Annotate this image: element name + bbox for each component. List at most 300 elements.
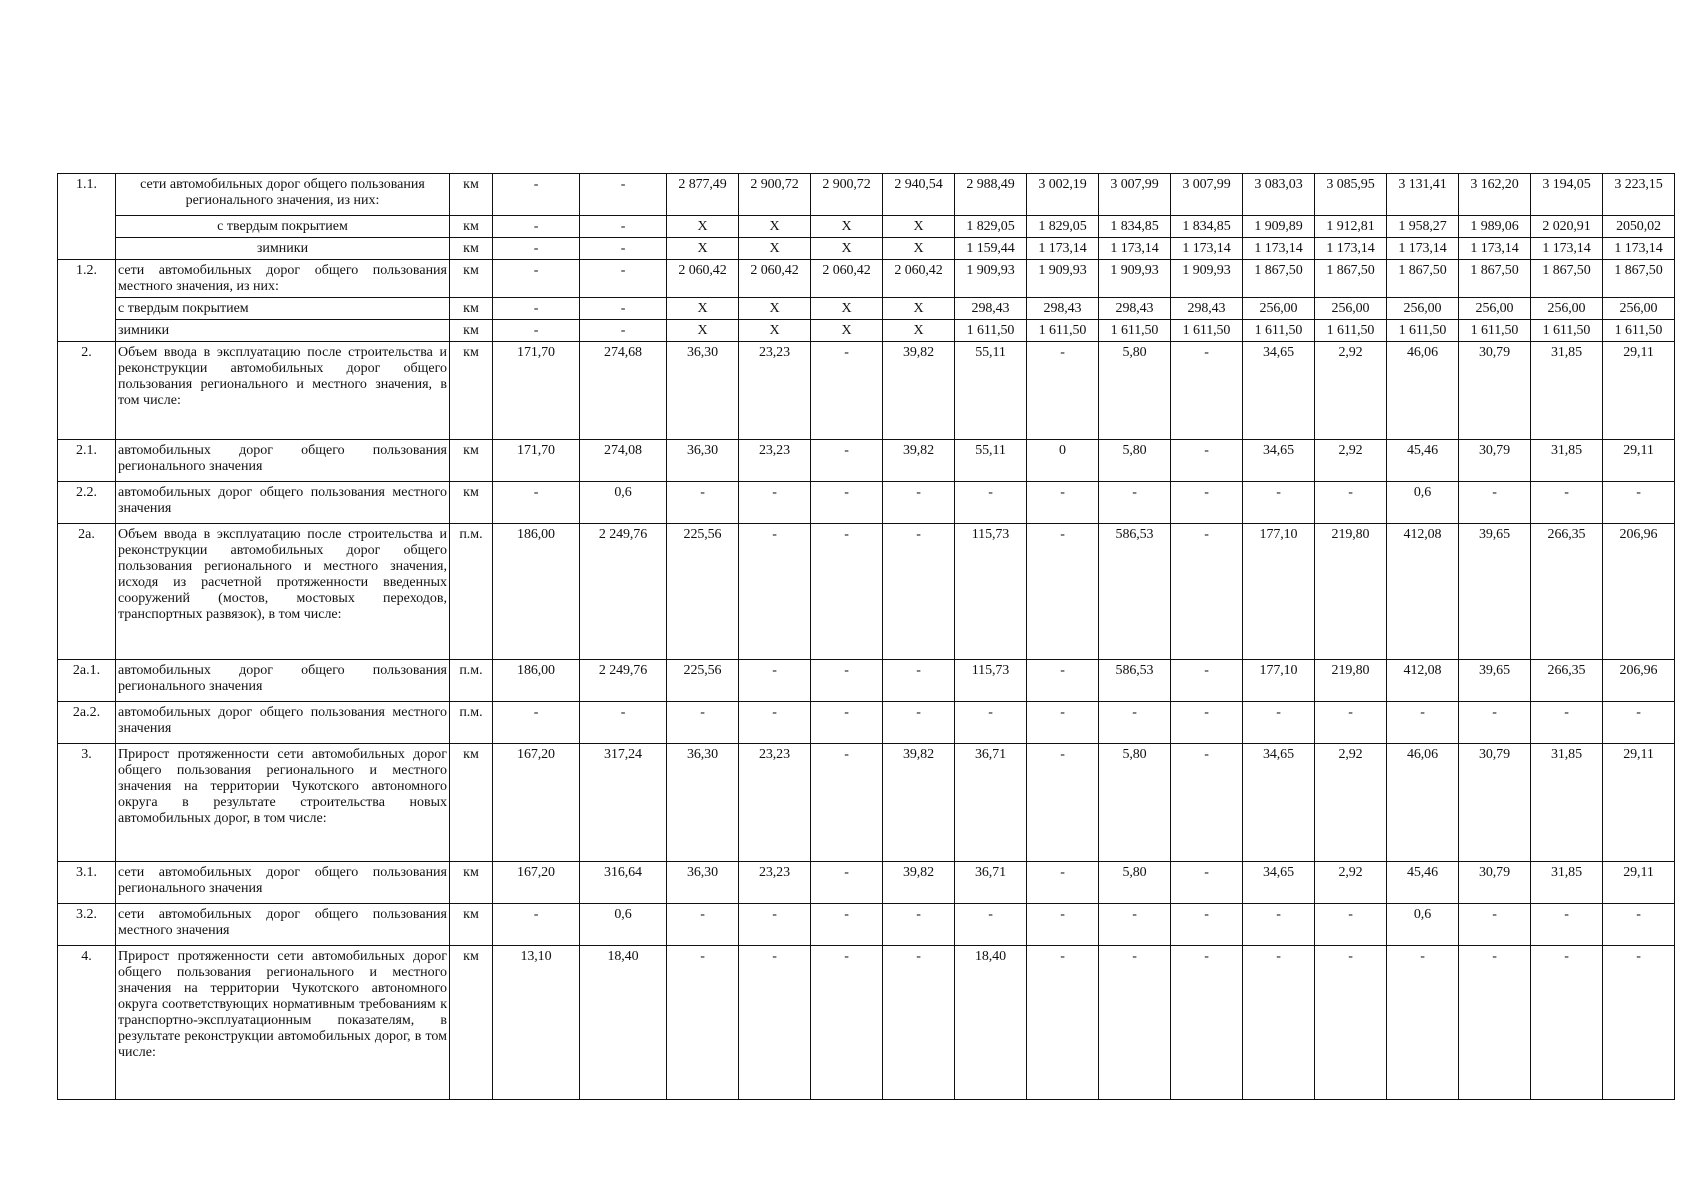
- value-cell: 219,80: [1315, 660, 1387, 702]
- value-cell: 1 909,93: [1171, 260, 1243, 298]
- value-cell: -: [739, 946, 811, 1100]
- value-cell: X: [883, 298, 955, 320]
- row-unit-cell: км: [450, 482, 493, 524]
- row-description-cell: автомобильных дорог общего пользования местного значения: [116, 482, 450, 524]
- row-number-cell: 2а.1.: [58, 660, 116, 702]
- value-cell: -: [1171, 862, 1243, 904]
- value-cell: 1 909,93: [1027, 260, 1099, 298]
- row-number-cell: 2а.2.: [58, 702, 116, 744]
- value-cell: -: [1099, 482, 1171, 524]
- value-cell: 256,00: [1243, 298, 1315, 320]
- value-cell: 5,80: [1099, 744, 1171, 862]
- value-cell: 3 085,95: [1315, 174, 1387, 216]
- value-cell: 3 002,19: [1027, 174, 1099, 216]
- value-cell: 2 940,54: [883, 174, 955, 216]
- value-cell: 36,30: [667, 744, 739, 862]
- value-cell: 1 611,50: [1531, 320, 1603, 342]
- value-cell: 29,11: [1603, 862, 1675, 904]
- value-cell: 55,11: [955, 440, 1027, 482]
- value-cell: -: [955, 482, 1027, 524]
- value-cell: 317,24: [580, 744, 667, 862]
- value-cell: 30,79: [1459, 440, 1531, 482]
- value-cell: 1 867,50: [1531, 260, 1603, 298]
- row-description-cell: автомобильных дорог общего пользования регионального значения: [116, 660, 450, 702]
- value-cell: 1 173,14: [1243, 238, 1315, 260]
- value-cell: X: [667, 320, 739, 342]
- value-cell: 186,00: [493, 660, 580, 702]
- value-cell: 23,23: [739, 342, 811, 440]
- value-cell: 167,20: [493, 744, 580, 862]
- value-cell: 34,65: [1243, 342, 1315, 440]
- value-cell: -: [883, 482, 955, 524]
- value-cell: X: [811, 298, 883, 320]
- value-cell: 1 611,50: [1603, 320, 1675, 342]
- value-cell: 39,82: [883, 862, 955, 904]
- value-cell: 1 867,50: [1315, 260, 1387, 298]
- row-number-cell: 2.2.: [58, 482, 116, 524]
- row-unit-cell: км: [450, 238, 493, 260]
- value-cell: -: [580, 238, 667, 260]
- value-cell: -: [493, 320, 580, 342]
- value-cell: -: [1027, 342, 1099, 440]
- value-cell: 46,06: [1387, 342, 1459, 440]
- value-cell: X: [883, 238, 955, 260]
- value-cell: 34,65: [1243, 440, 1315, 482]
- table-row: [58, 320, 1675, 342]
- value-cell: -: [493, 238, 580, 260]
- value-cell: 171,70: [493, 440, 580, 482]
- value-cell: X: [667, 216, 739, 238]
- value-cell: 45,46: [1387, 440, 1459, 482]
- value-cell: 2 900,72: [811, 174, 883, 216]
- row-unit-cell: км: [450, 862, 493, 904]
- value-cell: -: [811, 342, 883, 440]
- value-cell: X: [667, 238, 739, 260]
- value-cell: 1 912,81: [1315, 216, 1387, 238]
- value-cell: 30,79: [1459, 862, 1531, 904]
- value-cell: -: [811, 904, 883, 946]
- value-cell: -: [1603, 904, 1675, 946]
- value-cell: 1 829,05: [1027, 216, 1099, 238]
- value-cell: -: [667, 482, 739, 524]
- value-cell: 2 249,76: [580, 524, 667, 660]
- row-unit-cell: км: [450, 744, 493, 862]
- value-cell: 0,6: [1387, 904, 1459, 946]
- value-cell: 36,71: [955, 744, 1027, 862]
- value-cell: -: [1171, 342, 1243, 440]
- value-cell: 225,56: [667, 660, 739, 702]
- value-cell: 2 249,76: [580, 660, 667, 702]
- value-cell: X: [883, 216, 955, 238]
- value-cell: -: [1027, 862, 1099, 904]
- value-cell: 36,71: [955, 862, 1027, 904]
- value-cell: -: [1315, 482, 1387, 524]
- value-cell: 3 162,20: [1459, 174, 1531, 216]
- value-cell: 29,11: [1603, 744, 1675, 862]
- value-cell: 167,20: [493, 862, 580, 904]
- value-cell: 298,43: [1099, 298, 1171, 320]
- value-cell: 219,80: [1315, 524, 1387, 660]
- value-cell: 1 867,50: [1459, 260, 1531, 298]
- value-cell: 39,65: [1459, 524, 1531, 660]
- value-cell: 39,82: [883, 440, 955, 482]
- value-cell: -: [739, 482, 811, 524]
- value-cell: 1 159,44: [955, 238, 1027, 260]
- value-cell: 34,65: [1243, 744, 1315, 862]
- value-cell: -: [1531, 702, 1603, 744]
- value-cell: -: [1099, 904, 1171, 946]
- value-cell: 29,11: [1603, 440, 1675, 482]
- value-cell: 298,43: [1171, 298, 1243, 320]
- value-cell: 1 989,06: [1459, 216, 1531, 238]
- row-number-cell: 2.: [58, 342, 116, 440]
- value-cell: 2,92: [1315, 342, 1387, 440]
- value-cell: -: [1603, 946, 1675, 1100]
- value-cell: 2 060,42: [667, 260, 739, 298]
- row-description-cell: сети автомобильных дорог общего пользования местного значения: [116, 904, 450, 946]
- value-cell: X: [739, 320, 811, 342]
- value-cell: 412,08: [1387, 660, 1459, 702]
- value-cell: 1 909,93: [955, 260, 1027, 298]
- value-cell: 45,46: [1387, 862, 1459, 904]
- value-cell: 55,11: [955, 342, 1027, 440]
- row-description-cell: сети автомобильных дорог общего пользования регионального значения: [116, 862, 450, 904]
- value-cell: X: [739, 238, 811, 260]
- value-cell: -: [493, 482, 580, 524]
- row-unit-cell: км: [450, 342, 493, 440]
- value-cell: 36,30: [667, 862, 739, 904]
- value-cell: 2050,02: [1603, 216, 1675, 238]
- value-cell: 31,85: [1531, 744, 1603, 862]
- value-cell: 1 173,14: [1531, 238, 1603, 260]
- row-description-cell: зимники: [116, 238, 450, 260]
- value-cell: 39,82: [883, 342, 955, 440]
- value-cell: -: [1171, 660, 1243, 702]
- value-cell: -: [1315, 904, 1387, 946]
- value-cell: 115,73: [955, 660, 1027, 702]
- table-row: [58, 744, 1675, 862]
- value-cell: -: [493, 702, 580, 744]
- value-cell: 586,53: [1099, 524, 1171, 660]
- value-cell: -: [883, 702, 955, 744]
- value-cell: 5,80: [1099, 440, 1171, 482]
- value-cell: X: [739, 216, 811, 238]
- value-cell: 1 611,50: [1459, 320, 1531, 342]
- value-cell: -: [580, 174, 667, 216]
- value-cell: 256,00: [1459, 298, 1531, 320]
- value-cell: 1 173,14: [1027, 238, 1099, 260]
- value-cell: 39,82: [883, 744, 955, 862]
- value-cell: 13,10: [493, 946, 580, 1100]
- row-description-cell: сети автомобильных дорог общего пользования местного значения, из них:: [116, 260, 450, 298]
- value-cell: -: [883, 904, 955, 946]
- value-cell: -: [811, 440, 883, 482]
- table-row: [58, 260, 1675, 298]
- value-cell: 256,00: [1531, 298, 1603, 320]
- value-cell: -: [739, 904, 811, 946]
- value-cell: -: [667, 702, 739, 744]
- value-cell: 2 060,42: [811, 260, 883, 298]
- value-cell: -: [1171, 904, 1243, 946]
- value-cell: -: [1603, 702, 1675, 744]
- value-cell: -: [1171, 524, 1243, 660]
- value-cell: 23,23: [739, 862, 811, 904]
- row-description-cell: Объем ввода в эксплуатацию после строительства и реконструкции автомобильных дорог общего пользования регионального и местного значения, исходя из расчетной протяженности введенных сооружений (мостов, мостовых переходов, транспортных развязок), в том числе:: [116, 524, 450, 660]
- value-cell: 3 131,41: [1387, 174, 1459, 216]
- value-cell: -: [883, 524, 955, 660]
- value-cell: -: [883, 660, 955, 702]
- value-cell: 1 867,50: [1387, 260, 1459, 298]
- value-cell: 256,00: [1387, 298, 1459, 320]
- value-cell: -: [1603, 482, 1675, 524]
- value-cell: 256,00: [1603, 298, 1675, 320]
- value-cell: 2 060,42: [739, 260, 811, 298]
- value-cell: 31,85: [1531, 862, 1603, 904]
- value-cell: -: [1243, 482, 1315, 524]
- value-cell: 2,92: [1315, 862, 1387, 904]
- value-cell: -: [1387, 946, 1459, 1100]
- value-cell: -: [1027, 660, 1099, 702]
- value-cell: -: [811, 482, 883, 524]
- value-cell: -: [1027, 482, 1099, 524]
- value-cell: 2,92: [1315, 440, 1387, 482]
- value-cell: 1 173,14: [1387, 238, 1459, 260]
- value-cell: 1 958,27: [1387, 216, 1459, 238]
- table-row: [58, 524, 1675, 660]
- value-cell: -: [811, 744, 883, 862]
- value-cell: -: [811, 660, 883, 702]
- value-cell: -: [1243, 946, 1315, 1100]
- value-cell: 177,10: [1243, 660, 1315, 702]
- value-cell: 1 867,50: [1243, 260, 1315, 298]
- value-cell: 0: [1027, 440, 1099, 482]
- table-row: [58, 216, 1675, 238]
- value-cell: 1 173,14: [1603, 238, 1675, 260]
- value-cell: -: [1027, 744, 1099, 862]
- value-cell: -: [1027, 904, 1099, 946]
- value-cell: 39,65: [1459, 660, 1531, 702]
- value-cell: 31,85: [1531, 440, 1603, 482]
- value-cell: -: [1099, 946, 1171, 1100]
- value-cell: 2,92: [1315, 744, 1387, 862]
- value-cell: 30,79: [1459, 744, 1531, 862]
- indicator-table: [57, 173, 1675, 1100]
- value-cell: 3 007,99: [1171, 174, 1243, 216]
- table-row: [58, 862, 1675, 904]
- row-description-cell: сети автомобильных дорог общего пользования регионального значения, из них:: [116, 174, 450, 216]
- value-cell: -: [580, 298, 667, 320]
- value-cell: 1 173,14: [1171, 238, 1243, 260]
- value-cell: 115,73: [955, 524, 1027, 660]
- value-cell: -: [1315, 946, 1387, 1100]
- value-cell: -: [580, 702, 667, 744]
- value-cell: -: [811, 524, 883, 660]
- value-cell: 2 020,91: [1531, 216, 1603, 238]
- value-cell: -: [1171, 482, 1243, 524]
- value-cell: 1 173,14: [1099, 238, 1171, 260]
- value-cell: 298,43: [955, 298, 1027, 320]
- value-cell: 0,6: [580, 482, 667, 524]
- table-body: [58, 174, 1675, 1100]
- table-row: [58, 904, 1675, 946]
- row-description-cell: зимники: [116, 320, 450, 342]
- value-cell: 36,30: [667, 342, 739, 440]
- row-unit-cell: км: [450, 904, 493, 946]
- value-cell: 2 060,42: [883, 260, 955, 298]
- value-cell: 3 223,15: [1603, 174, 1675, 216]
- value-cell: -: [739, 524, 811, 660]
- value-cell: -: [1387, 702, 1459, 744]
- row-unit-cell: км: [450, 298, 493, 320]
- value-cell: -: [1099, 702, 1171, 744]
- value-cell: X: [811, 238, 883, 260]
- value-cell: -: [1243, 904, 1315, 946]
- value-cell: -: [955, 702, 1027, 744]
- value-cell: 3 194,05: [1531, 174, 1603, 216]
- row-unit-cell: км: [450, 320, 493, 342]
- row-number-cell: 3.1.: [58, 862, 116, 904]
- value-cell: 2 988,49: [955, 174, 1027, 216]
- value-cell: -: [1459, 482, 1531, 524]
- value-cell: 3 007,99: [1099, 174, 1171, 216]
- row-unit-cell: п.м.: [450, 524, 493, 660]
- value-cell: X: [811, 216, 883, 238]
- value-cell: -: [1027, 946, 1099, 1100]
- value-cell: -: [1531, 946, 1603, 1100]
- value-cell: -: [493, 298, 580, 320]
- value-cell: 1 173,14: [1459, 238, 1531, 260]
- value-cell: 298,43: [1027, 298, 1099, 320]
- value-cell: 1 173,14: [1315, 238, 1387, 260]
- value-cell: -: [580, 260, 667, 298]
- row-unit-cell: км: [450, 440, 493, 482]
- value-cell: -: [667, 904, 739, 946]
- value-cell: 2 877,49: [667, 174, 739, 216]
- value-cell: -: [493, 216, 580, 238]
- value-cell: -: [1531, 904, 1603, 946]
- row-description-cell: автомобильных дорог общего пользования местного значения: [116, 702, 450, 744]
- value-cell: -: [493, 904, 580, 946]
- row-unit-cell: км: [450, 174, 493, 216]
- value-cell: 1 829,05: [955, 216, 1027, 238]
- value-cell: 0,6: [580, 904, 667, 946]
- value-cell: 1 834,85: [1171, 216, 1243, 238]
- value-cell: -: [493, 260, 580, 298]
- value-cell: -: [1243, 702, 1315, 744]
- value-cell: -: [1171, 946, 1243, 1100]
- value-cell: 1 611,50: [1387, 320, 1459, 342]
- value-cell: 46,06: [1387, 744, 1459, 862]
- value-cell: -: [580, 216, 667, 238]
- row-description-cell: с твердым покрытием: [116, 216, 450, 238]
- value-cell: -: [883, 946, 955, 1100]
- value-cell: -: [1459, 904, 1531, 946]
- value-cell: 225,56: [667, 524, 739, 660]
- value-cell: 274,68: [580, 342, 667, 440]
- value-cell: 5,80: [1099, 862, 1171, 904]
- row-description-cell: автомобильных дорог общего пользования регионального значения: [116, 440, 450, 482]
- value-cell: -: [811, 946, 883, 1100]
- table-row: [58, 482, 1675, 524]
- value-cell: -: [811, 702, 883, 744]
- row-unit-cell: км: [450, 216, 493, 238]
- table-row: [58, 660, 1675, 702]
- value-cell: 18,40: [955, 946, 1027, 1100]
- value-cell: 18,40: [580, 946, 667, 1100]
- row-number-cell: 1.1.: [58, 174, 116, 260]
- value-cell: -: [1171, 440, 1243, 482]
- value-cell: -: [580, 320, 667, 342]
- value-cell: -: [1171, 702, 1243, 744]
- value-cell: 23,23: [739, 440, 811, 482]
- value-cell: 266,35: [1531, 660, 1603, 702]
- value-cell: 1 611,50: [1099, 320, 1171, 342]
- value-cell: 29,11: [1603, 342, 1675, 440]
- value-cell: 266,35: [1531, 524, 1603, 660]
- value-cell: X: [667, 298, 739, 320]
- value-cell: 1 611,50: [1243, 320, 1315, 342]
- value-cell: 1 611,50: [1171, 320, 1243, 342]
- row-description-cell: Прирост протяженности сети автомобильных дорог общего пользования регионального и местного значения на территории Чукотского автономного округа соответствующих нормативным требованиям к транспортно-эксплуатационным показателям, в результате реконструкции автомобильных дорог, в том числе:: [116, 946, 450, 1100]
- value-cell: X: [811, 320, 883, 342]
- value-cell: 186,00: [493, 524, 580, 660]
- table-row: [58, 440, 1675, 482]
- value-cell: -: [493, 174, 580, 216]
- value-cell: 3 083,03: [1243, 174, 1315, 216]
- value-cell: -: [739, 702, 811, 744]
- value-cell: 0,6: [1387, 482, 1459, 524]
- value-cell: X: [883, 320, 955, 342]
- table-row: [58, 174, 1675, 216]
- table-row: [58, 238, 1675, 260]
- row-description-cell: Объем ввода в эксплуатацию после строительства и реконструкции автомобильных дорог общего пользования регионального и местного значения, в том числе:: [116, 342, 450, 440]
- row-number-cell: 3.: [58, 744, 116, 862]
- value-cell: 1 867,50: [1603, 260, 1675, 298]
- row-number-cell: 2а.: [58, 524, 116, 660]
- value-cell: -: [1027, 524, 1099, 660]
- value-cell: 1 834,85: [1099, 216, 1171, 238]
- value-cell: -: [1459, 702, 1531, 744]
- row-unit-cell: п.м.: [450, 660, 493, 702]
- value-cell: -: [955, 904, 1027, 946]
- value-cell: 5,80: [1099, 342, 1171, 440]
- value-cell: 274,08: [580, 440, 667, 482]
- value-cell: 1 611,50: [1315, 320, 1387, 342]
- table-row: [58, 342, 1675, 440]
- row-number-cell: 3.2.: [58, 904, 116, 946]
- value-cell: 1 611,50: [1027, 320, 1099, 342]
- value-cell: 316,64: [580, 862, 667, 904]
- value-cell: -: [667, 946, 739, 1100]
- value-cell: 30,79: [1459, 342, 1531, 440]
- value-cell: 206,96: [1603, 660, 1675, 702]
- value-cell: 177,10: [1243, 524, 1315, 660]
- value-cell: -: [1459, 946, 1531, 1100]
- value-cell: X: [739, 298, 811, 320]
- table-row: [58, 946, 1675, 1100]
- row-unit-cell: км: [450, 946, 493, 1100]
- row-unit-cell: п.м.: [450, 702, 493, 744]
- row-unit-cell: км: [450, 260, 493, 298]
- value-cell: -: [811, 862, 883, 904]
- value-cell: 1 611,50: [955, 320, 1027, 342]
- value-cell: -: [1027, 702, 1099, 744]
- value-cell: -: [1171, 744, 1243, 862]
- row-description-cell: с твердым покрытием: [116, 298, 450, 320]
- value-cell: 586,53: [1099, 660, 1171, 702]
- value-cell: 23,23: [739, 744, 811, 862]
- row-description-cell: Прирост протяженности сети автомобильных дорог общего пользования регионального и местного значения на территории Чукотского автономного округа в результате строительства новых автомобильных дорог, в том числе:: [116, 744, 450, 862]
